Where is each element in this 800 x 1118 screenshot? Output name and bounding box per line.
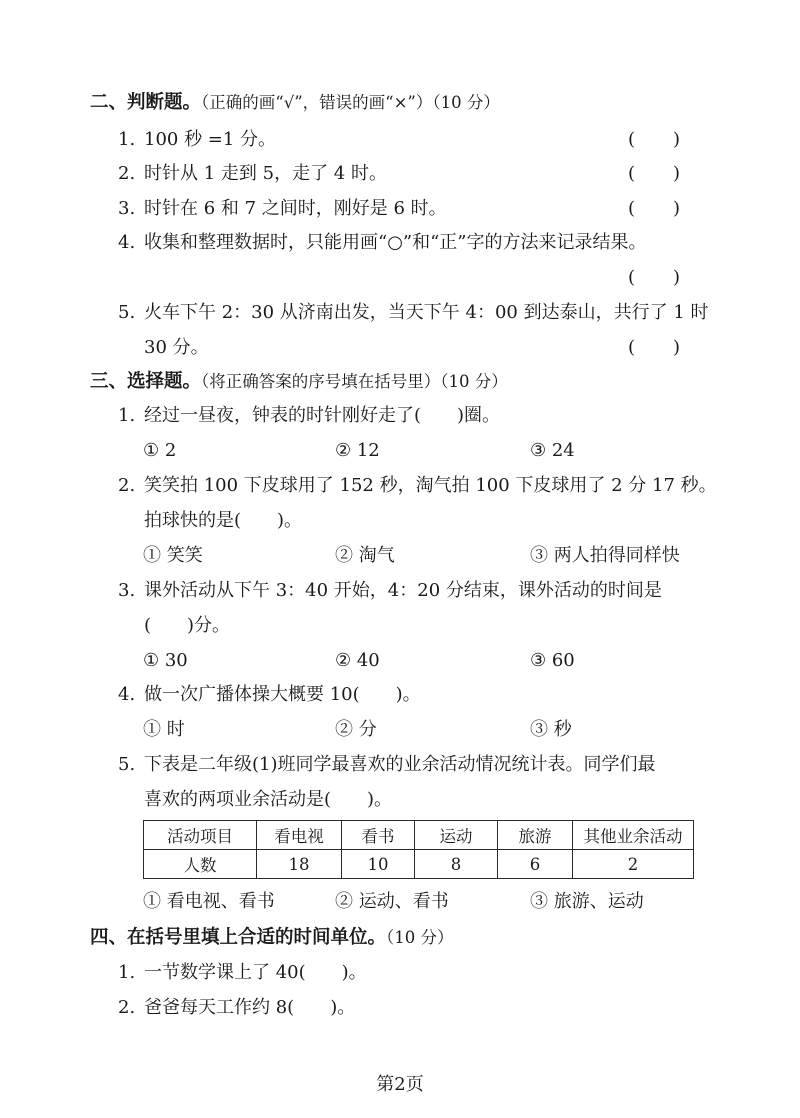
table-header-cell: 看电视 <box>257 821 342 850</box>
activity-stats-table <box>143 820 694 879</box>
paren-right: ) <box>673 163 681 184</box>
question-number: 3. <box>118 198 136 219</box>
question-number: 4. <box>118 232 136 253</box>
question-text: 收集和整理数据时，只能用画“○”和“正”字的方法来记录结果。 <box>144 232 647 253</box>
question-text: 经过一昼夜，钟表的时针刚好走了( )圈。 <box>144 405 501 426</box>
paren-left: ( <box>628 163 636 184</box>
option-b[interactable]: ② 分 <box>335 719 377 740</box>
table-cell: 8 <box>415 850 498 879</box>
question-number: 1. <box>118 405 136 426</box>
paren-left: ( <box>628 198 636 219</box>
option-c[interactable]: ③ 24 <box>530 440 575 461</box>
judge-question-3 <box>118 196 800 222</box>
question-number: 2. <box>118 163 136 184</box>
option-a[interactable]: ① 30 <box>143 650 188 671</box>
section-2-heading: 二、判断题。 <box>90 92 202 113</box>
section-4-title <box>90 925 800 951</box>
paren-left: ( <box>628 129 636 150</box>
question-number: 1. <box>118 962 136 983</box>
choice-question-4 <box>118 682 800 708</box>
paren-left: ( <box>628 337 636 358</box>
choice-question-3 <box>118 578 800 604</box>
table-cell: 人数 <box>144 850 257 879</box>
choice-question-5 <box>118 752 800 778</box>
choice-question-2 <box>118 473 800 499</box>
judge-question-2 <box>118 161 800 187</box>
fill-question-2 <box>118 995 800 1021</box>
question-text: 火车下午 2：30 从济南出发，当天下午 4：00 到达泰山，共行了 1 时 <box>144 302 709 323</box>
question-number: 1. <box>118 129 136 150</box>
table-cell: 18 <box>257 850 342 879</box>
question-text: 100 秒 =1 分。 <box>144 129 277 150</box>
paren-right: ) <box>673 198 681 219</box>
table-cell: 10 <box>342 850 415 879</box>
section-2-note: （正确的画“√”，错误的画“×”）（10 分） <box>201 93 500 112</box>
option-a[interactable]: ① 2 <box>143 440 177 461</box>
option-b[interactable]: ② 淘气 <box>335 545 395 566</box>
question-text: 时针在 6 和 7 之间时，刚好是 6 时。 <box>144 198 447 219</box>
paren-right: ) <box>673 129 681 150</box>
choice-question-2-cont: 拍球快的是( )。 <box>144 510 303 531</box>
answer-parens-1[interactable] <box>628 127 680 153</box>
question-text: 课外活动从下午 3：40 开始，4：20 分结束，课外活动的时间是 <box>144 580 662 601</box>
answer-parens-2[interactable] <box>628 161 680 187</box>
answer-parens-3[interactable] <box>628 196 680 222</box>
question-text: 爸爸每天工作约 8( )。 <box>144 997 356 1018</box>
paren-left: ( <box>628 267 636 288</box>
judge-question-4 <box>118 230 800 256</box>
option-a[interactable]: ① 时 <box>143 719 185 740</box>
option-c[interactable]: ③ 两人拍得同样快 <box>530 545 680 566</box>
choice-question-5-cont: 喜欢的两项业余活动是( )。 <box>144 789 393 810</box>
paren-right: ) <box>673 337 681 358</box>
table-header-cell: 旅游 <box>498 821 573 850</box>
table-header-cell: 活动项目 <box>144 821 257 850</box>
section-4-note: （10 分） <box>386 928 454 947</box>
option-a[interactable]: ① 看电视、看书 <box>143 891 275 912</box>
page-number: 第2页 <box>376 1074 424 1095</box>
question-text: 一节数学课上了 40( )。 <box>144 962 367 983</box>
question-text: 做一次广播体操大概要 10( )。 <box>144 684 421 705</box>
table-header-cell: 其他业余活动 <box>573 821 694 850</box>
option-b[interactable]: ② 12 <box>335 440 380 461</box>
choice-question-3-cont: ( )分。 <box>144 615 231 636</box>
option-b[interactable]: ② 运动、看书 <box>335 891 449 912</box>
judge-question-5 <box>118 300 800 326</box>
table-cell: 6 <box>498 850 573 879</box>
table-header-cell: 看书 <box>342 821 415 850</box>
section-2-title <box>90 90 800 116</box>
table-row <box>144 850 694 879</box>
question-number: 3. <box>118 580 136 601</box>
judge-question-1 <box>118 127 800 153</box>
table-cell: 2 <box>573 850 694 879</box>
section-3-title <box>90 369 800 395</box>
question-number: 4. <box>118 684 136 705</box>
question-text: 时针从 1 走到 5，走了 4 时。 <box>144 163 387 184</box>
answer-parens-4[interactable] <box>628 265 680 291</box>
question-number: 2. <box>118 997 136 1018</box>
question-number: 5. <box>118 302 136 323</box>
question-text: 下表是二年级(1)班同学最喜欢的业余活动情况统计表。同学们最 <box>144 754 656 775</box>
section-3-heading: 三、选择题。 <box>90 371 202 392</box>
table-header-cell: 运动 <box>415 821 498 850</box>
question-number: 2. <box>118 475 136 496</box>
option-a[interactable]: ① 笑笑 <box>143 545 203 566</box>
option-c[interactable]: ③ 60 <box>530 650 575 671</box>
paren-right: ) <box>673 267 681 288</box>
question-number: 5. <box>118 754 136 775</box>
section-3-note: （将正确答案的序号填在括号里）（10 分） <box>201 372 508 391</box>
choice-question-1 <box>118 403 800 429</box>
option-b[interactable]: ② 40 <box>335 650 380 671</box>
question-text: 笑笑拍 100 下皮球用了 152 秒，淘气拍 100 下皮球用了 2 分 17 秒。 <box>144 475 717 496</box>
option-c[interactable]: ③ 秒 <box>530 719 572 740</box>
section-4-heading: 四、在括号里填上合适的时间单位。 <box>90 927 387 948</box>
option-c[interactable]: ③ 旅游、运动 <box>530 891 644 912</box>
fill-question-1 <box>118 960 800 986</box>
judge-question-5-cont: 30 分。 <box>144 337 209 358</box>
answer-parens-5[interactable] <box>628 335 680 361</box>
table-header-row <box>144 821 694 850</box>
